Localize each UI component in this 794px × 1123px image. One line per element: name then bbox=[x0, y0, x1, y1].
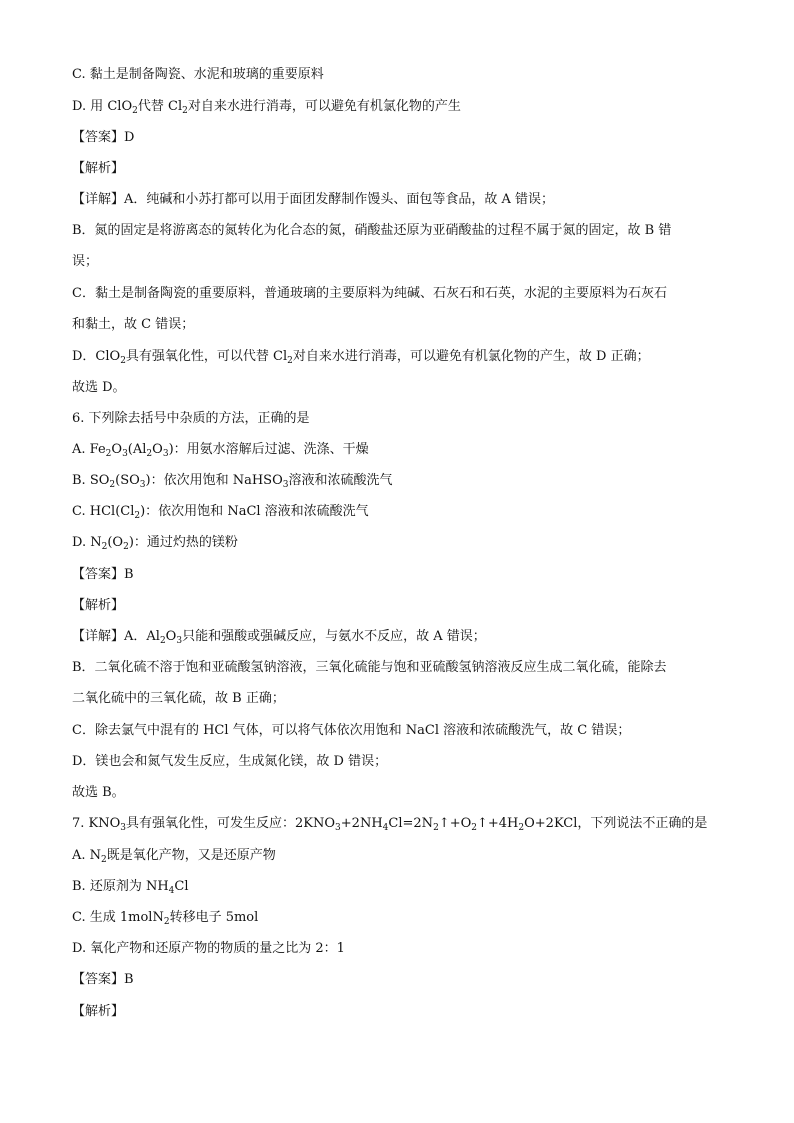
question-6-stem: 6. 下列除去括号中杂质的方法，正确的是 bbox=[72, 411, 310, 426]
q7-option-d: D. 氧化产物和还原产物的物质的量之比为 2：1 bbox=[72, 941, 345, 956]
q6-option-d: D. $N_2(O_2)$：通过灼热的镁粉 bbox=[72, 535, 238, 552]
conclusion-line: 故选 D。 bbox=[72, 380, 126, 395]
explanation-line: C．除去氯气中混有的 HCl 气体，可以将气体依次用饱和 NaCl 溶液和浓硫酸洗气，故 C 错误； bbox=[72, 723, 631, 738]
answer-label: 【答案】B bbox=[72, 972, 134, 987]
explanation-line: 【详解】A．$Al_2O_3$只能和强酸或强碱反应，与氨水不反应，故 A 错误； bbox=[72, 629, 486, 646]
answer-label: 【答案】D bbox=[72, 130, 135, 145]
q7-option-c: C. 生成 1molN$_2$转移电子 5mol bbox=[72, 910, 259, 927]
explanation-line: 误； bbox=[72, 254, 99, 269]
explanation-line: C．黏土是制备陶瓷的重要原料，普通玻璃的主要原料为纯碱、石灰石和石英，水泥的主要原料为石灰石 bbox=[72, 286, 667, 301]
option-d-line: D. 用 ClO$_2$代替 $Cl_2$对自来水进行消毒，可以避免有机氯化物的产生 bbox=[72, 99, 461, 116]
explanation-line: 和黏土，故 C 错误； bbox=[72, 317, 195, 332]
q7-option-b: B. 还原剂为 $NH_4Cl$ bbox=[72, 879, 189, 896]
explanation-line: D．ClO$_2$具有强氧化性，可以代替 $Cl_2$对自来水进行消毒，可以避免有机氯化物的产生，故 D 正确； bbox=[72, 349, 650, 366]
analysis-label: 【解析】 bbox=[72, 598, 125, 613]
analysis-label: 【解析】 bbox=[72, 161, 125, 176]
analysis-label: 【解析】 bbox=[72, 1004, 125, 1019]
conclusion-line: 故选 B。 bbox=[72, 785, 125, 800]
explanation-line: 【详解】A．纯碱和小苏打都可以用于面团发酵制作馒头、面包等食品，故 A 错误； bbox=[72, 192, 555, 207]
option-c-line: C. 黏土是制备陶瓷、水泥和玻璃的重要原料 bbox=[72, 67, 324, 82]
answer-label: 【答案】B bbox=[72, 567, 134, 582]
explanation-line: B．氮的固定是将游离态的氮转化为化合态的氮，硝酸盐还原为亚硝酸盐的过程不属于氮的固定，故 B 错 bbox=[72, 223, 672, 238]
explanation-line: D．镁也会和氮气发生反应，生成氮化镁，故 D 错误； bbox=[72, 754, 388, 769]
explanation-line: 二氧化硫中的三氧化硫，故 B 正确； bbox=[72, 691, 285, 706]
question-7-stem: 7. $KNO_3$具有强氧化性，可发生反应：$2KNO_3+2NH_4Cl=2N_2↑+O_2↑+4H_2O+2KCl$，下列说法不正确的是 bbox=[72, 816, 708, 833]
q6-option-a: A. $Fe_2O_3(Al_2O_3)$：用氨水溶解后过滤、洗涤、干燥 bbox=[72, 442, 369, 459]
q6-option-c: C. $HCl(Cl_2)$：依次用饱和 NaCl 溶液和浓硫酸洗气 bbox=[72, 504, 369, 521]
q6-option-b: B. $SO_2(SO_3)$：依次用饱和 NaHSO$_3$溶液和浓硫酸洗气 bbox=[72, 473, 393, 490]
q7-option-a: A. $N_2$既是氧化产物，又是还原产物 bbox=[72, 848, 276, 865]
explanation-line: B．二氧化硫不溶于饱和亚硫酸氢钠溶液，三氧化硫能与饱和亚硫酸氢钠溶液反应生成二氧化硫，能除去 bbox=[72, 660, 667, 675]
